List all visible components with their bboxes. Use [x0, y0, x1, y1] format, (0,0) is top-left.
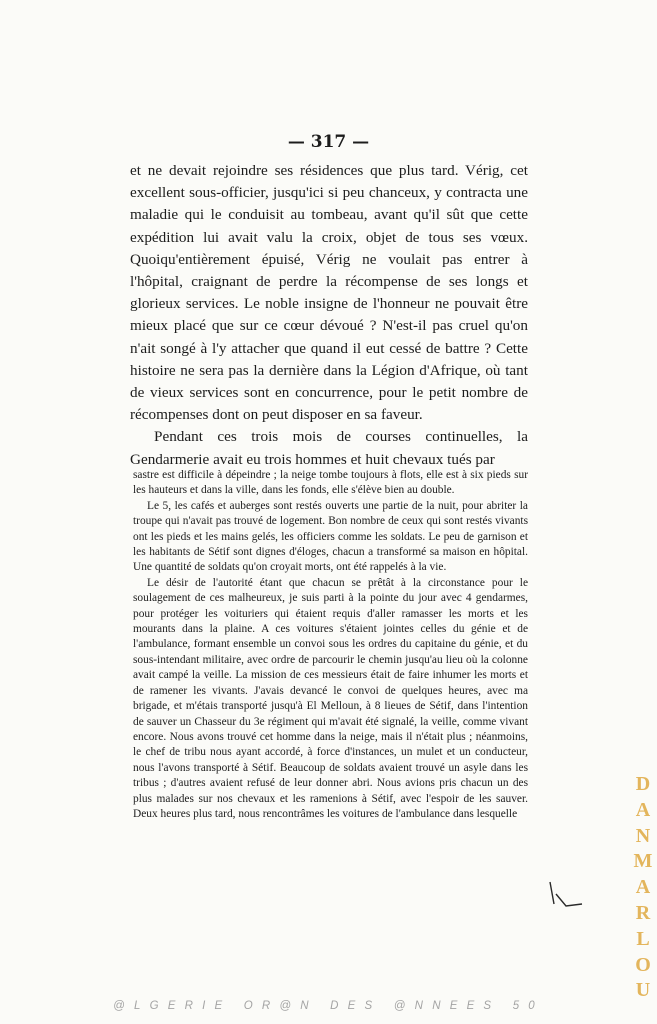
paragraph: et ne devait rejoindre ses résidences que plus tard. Vérig, cet excellent sous-officier, jusqu'ici si peu chanceux, y contracta une maladie qui le conduisit au tombeau, avant qu'il sût que cette expédition lui avait valu la croix, objet de tous ses vœux. Quoiqu'entièrement épuisé, Vérig ne voulait pas entrer à l'hôpital, craignant de perdre la récompense de ses longs et glorieux services. Le noble insigne de l'honneur ne pouvait être mieux placé que sur ce cœur dévoué ? N'est-il pas cruel qu'on n'ait songé à l'y attacher que quand il eut cessé de battre ? Cette histoire ne sera pas la dernière dans la Légion d'Afrique, où tant de vieux services sont en concurrence, pour le petit nombre de récompenses dont on peut disposer en sa faveur. [130, 162, 528, 424]
main-text [130, 160, 528, 471]
quote-paragraph: sastre est difficile à dépeindre ; la neige tombe toujours à flots, elle est à six pieds sur les hauteurs et dans la ville, dans les fonds, elle s'élève bien au double. [133, 469, 528, 497]
watermark-letter: M [633, 850, 653, 873]
quoted-report [133, 468, 528, 822]
side-watermark [630, 772, 656, 1004]
watermark-letter: N [635, 824, 651, 847]
footer-watermark: @LGERIE OR@N DES @NNEES 50 [113, 1000, 544, 1012]
watermark-letter: R [635, 901, 651, 924]
quote-paragraph: Le désir de l'autorité étant que chacun se prêtât à la circonstance pour le soulagement de ces malheureux, je suis parti à la pointe du jour avec 4 gendarmes, pour protéger les voituriers qui étaient requis d'aller ramasser les morts et les mourants dans la plaine. A ces voitures s'étaient jointes celles du génie et de l'ambulance, formant ensemble un convoi sous les ordres du capitaine du génie, et du sous-intendant militaire, avec ordre de parcourir le chemin jusqu'au lieu où la colonne avait campé la veille. La mission de ces messieurs était de faire inhumer les morts et de ramener les vivants. J'avais devancé le convoi de quelques heures, avec ma brigade, et m'étais transporté jusqu'à El Melloun, à 8 lieues de Sétif, dans l'intention de sauver un Chasseur du 3e régiment qui m'avait été signalé, la veille, comme vivant encore. Nous avons trouvé cet homme dans la neige, mais il n'était plus ; néanmoins, le chef de tribu nous ayant accordé, à force d'instances, un mulet et un conducteur, nous l'avons transporté à Sétif. Beaucoup de soldats avaient trouvé un asyle dans les tribus ; d'autres avaient refusé de leur donner abri. Nous avions pris chacun un des plus malades sur nos chevaux et les ramenions à Sétif, avec l'espoir de les sauver. Deux heures plus tard, nous rencontrâmes les voitures de l'ambulance dans lesquelle [133, 576, 528, 820]
page-number: — 317 — [287, 132, 370, 152]
quote-paragraph: Le 5, les cafés et auberges sont restés ouverts une partie de la nuit, pour abriter la troupe qui n'avait pas trouvé de logement. Bon nombre de ceux qui sont restés vivants ont les pieds et les mains gelés, les officiers comme les soldats. Le peu de garnison et les habitants de Sétif sont dignes d'éloges, chacun a transformé sa maison en hôpital. Une quantité de soldats qu'on croyait morts, ont été rappelés à la vie. [133, 499, 528, 574]
margin-mark-icon [546, 880, 586, 910]
watermark-letter: D [635, 773, 651, 795]
watermark-letter: A [635, 798, 651, 821]
watermark-letter: U [635, 979, 651, 1002]
paragraph: Pendant ces trois mois de courses continuelles, la Gendarmerie avait eu trois hommes et huit chevaux tués par [130, 428, 528, 468]
watermark-letter: A [635, 876, 651, 899]
watermark-letter: L [636, 927, 650, 950]
watermark-letter: O [635, 953, 651, 976]
